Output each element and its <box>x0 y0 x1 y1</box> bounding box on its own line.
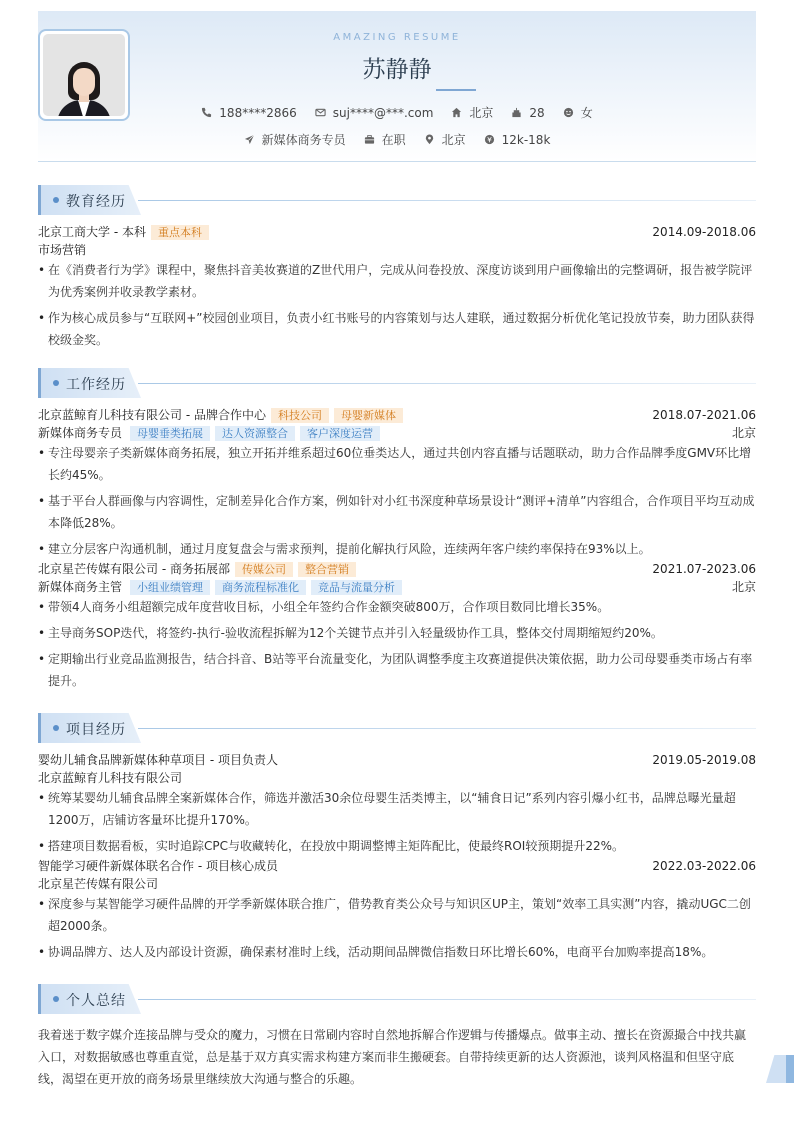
location-icon <box>424 134 435 145</box>
list-item: • 在《消费者行为学》课程中，聚焦抖音美妆赛道的Z世代用户，完成从问卷投放、深度访谈到用户画像输出的完整调研，报告被学院评为优秀案例并收录教学素材。 <box>38 259 756 303</box>
home-item: 北京 <box>451 104 493 121</box>
phone-icon <box>201 107 212 118</box>
education-section <box>38 185 756 355</box>
job-entry <box>38 406 756 560</box>
gender-icon <box>563 107 574 118</box>
job-bullets <box>38 442 756 560</box>
skill-tag: 小组业绩管理 <box>130 580 210 595</box>
salary-icon <box>484 134 495 145</box>
summary-section <box>38 984 756 1090</box>
section-title: 工作经历 <box>66 377 126 393</box>
summary-text: 我着迷于数字媒介连接品牌与受众的魔力，习惯在日常刷内容时自然地拆解合作逻辑与传播爆点。做事主动、擅长在资源撮合中找共赢入口，对数据敏感也尊重直觉，总是基于双方真实需求构建方案而非生搬硬套。自带持续更新的达人资源池，谈判风格温和但坚守底线，渴望在更开放的商务场景里继续放大沟通与整合的乐趣。 <box>38 1028 747 1086</box>
job-role-row <box>38 424 756 442</box>
gender-item: 女 <box>563 104 593 121</box>
list-item: • 主导商务SOP迭代，将签约-执行-验收流程拆解为12个关键节点并引入轻量级协作工具，整体交付周期缩短约20%。 <box>38 622 756 644</box>
age-item: 28 <box>511 106 544 120</box>
section-divider <box>138 728 756 729</box>
project-name: 婴幼儿辅食品牌新媒体种草项目 - 项目负责人 <box>38 753 278 767</box>
project-bullets <box>38 787 756 857</box>
section-title: 项目经历 <box>66 722 126 738</box>
projects-section <box>38 713 756 967</box>
intent-row <box>38 131 756 148</box>
resume-page <box>38 11 756 1086</box>
project-org: 北京蓝鲸育儿科技有限公司 <box>38 771 183 785</box>
bullet-dot-icon <box>53 996 59 1002</box>
bullet-dot-icon <box>53 725 59 731</box>
company-name: 北京蓝鲸育儿科技有限公司 - 品牌合作中心 <box>38 408 266 422</box>
job-role-row <box>38 578 756 596</box>
job-entry <box>38 560 756 692</box>
project-org: 北京星芒传媒有限公司 <box>38 877 159 891</box>
salary-item: 12k-18k <box>484 133 551 147</box>
work-section <box>38 368 756 696</box>
company-tag: 整合营销 <box>298 562 356 577</box>
city-item: 北京 <box>424 131 466 148</box>
send-icon <box>244 134 255 145</box>
home-icon <box>451 107 462 118</box>
phone-item: 188****2866 <box>201 106 296 120</box>
major: 市场营销 <box>38 243 87 257</box>
skill-tag: 母婴垂类拓展 <box>130 426 210 441</box>
list-item: • 深度参与某智能学习硬件品牌的开学季新媒体联合推广，借势教育类公众号与知识区UP主，策划“效率工具实测”内容，撬动UGC二创超2000条。 <box>38 893 756 937</box>
list-item: • 作为核心成员参与“互联网+”校园创业项目，负责小红书账号的内容策划与达人建联，通过数据分析优化笔记投放节奏，助力团队获得校级金奖。 <box>38 307 756 351</box>
section-header <box>38 713 756 743</box>
job-header <box>38 560 756 578</box>
education-bullets <box>38 259 756 351</box>
list-item: • 协调品牌方、达人及内部设计资源，确保素材准时上线，活动期间品牌微信指数日环比增长60%，电商平台加购率提高18%。 <box>38 941 756 963</box>
list-item: • 定期输出行业竞品监测报告，结合抖音、B站等平台流量变化，为团队调整季度主攻赛道提供决策依据，助力公司母婴垂类市场占有率提升。 <box>38 648 756 692</box>
job-city: 北京 <box>731 426 756 440</box>
school-tag: 重点本科 <box>151 225 209 240</box>
bullet-dot-icon <box>53 380 59 386</box>
section-title: 个人总结 <box>66 993 126 1009</box>
job-city: 北京 <box>731 580 756 594</box>
brand-label: AMAZING RESUME <box>333 32 461 43</box>
company-tag: 科技公司 <box>271 408 329 423</box>
company-tag: 传媒公司 <box>235 562 293 577</box>
bullet-dot-icon <box>53 197 59 203</box>
company-name: 北京星芒传媒有限公司 - 商务拓展部 <box>38 562 230 576</box>
list-item: • 基于平台人群画像与内容调性，定制差异化合作方案，例如针对小红书深度种草场景设计“测评+清单”内容组合，合作项目平均互动成本降低28%。 <box>38 490 756 534</box>
job-date: 2018.07-2021.06 <box>652 408 756 422</box>
project-header <box>38 857 756 875</box>
section-divider <box>138 999 756 1000</box>
section-header <box>38 984 756 1014</box>
list-item: • 专注母婴亲子类新媒体商务拓展，独立开拓并维系超过60位垂类达人，通过共创内容直播与话题联动，助力合作品牌季度GMV环比增长约45%。 <box>38 442 756 486</box>
candidate-name: 苏静静 <box>362 57 432 83</box>
mail-icon <box>315 107 326 118</box>
job-role: 新媒体商务主管 <box>38 580 123 594</box>
name-underline <box>436 89 476 91</box>
section-header <box>38 185 756 215</box>
list-item: • 带领4人商务小组超额完成年度营收目标，小组全年签约合作金额突破800万，合作项目数同比增长35%。 <box>38 596 756 618</box>
job-date: 2021.07-2023.06 <box>652 562 756 576</box>
section-header <box>38 368 756 398</box>
project-name: 智能学习硬件新媒体联名合作 - 项目核心成员 <box>38 859 278 873</box>
briefcase-icon <box>364 134 375 145</box>
list-item: • 建立分层客户沟通机制，通过月度复盘会与需求预判，提前化解执行风险，连续两年客户续约率保持在93%以上。 <box>38 538 756 560</box>
section-divider <box>138 383 756 384</box>
job-role: 新媒体商务专员 <box>38 426 123 440</box>
job-header <box>38 406 756 424</box>
project-entry <box>38 751 756 857</box>
skill-tag: 商务流程标准化 <box>215 580 306 595</box>
contact-row <box>38 104 756 121</box>
section-title: 教育经历 <box>66 194 126 210</box>
education-header <box>38 223 756 241</box>
list-item: • 搭建项目数据看板，实时追踪CPC与收藏转化，在投放中期调整博主矩阵配比，使最终ROI较预期提升22%。 <box>38 835 756 857</box>
job-bullets <box>38 596 756 692</box>
project-bullets <box>38 893 756 963</box>
section-divider <box>138 200 756 201</box>
email-item: suj****@***.com <box>315 106 434 120</box>
skill-tag: 竞品与流量分析 <box>311 580 402 595</box>
education-date: 2014.09-2018.06 <box>652 225 756 239</box>
project-entry <box>38 857 756 963</box>
resume-header <box>38 11 756 162</box>
status-item: 在职 <box>364 131 406 148</box>
skill-tag: 客户深度运营 <box>300 426 380 441</box>
skill-tag: 达人资源整合 <box>215 426 295 441</box>
corner-decoration <box>766 1055 794 1083</box>
cake-icon <box>511 107 522 118</box>
school-name: 北京工商大学 - 本科 <box>38 225 146 239</box>
project-date: 2019.05-2019.08 <box>652 753 756 767</box>
position-item: 新媒体商务专员 <box>244 131 346 148</box>
company-tag: 母婴新媒体 <box>334 408 403 423</box>
project-header <box>38 751 756 769</box>
project-date: 2022.03-2022.06 <box>652 859 756 873</box>
list-item: • 统筹某婴幼儿辅食品牌全案新媒体合作，筛选并激活30余位母婴生活类博主，以“辅食日记”系列内容引爆小红书，品牌总曝光量超1200万，店铺访客量环比提升170%。 <box>38 787 756 831</box>
